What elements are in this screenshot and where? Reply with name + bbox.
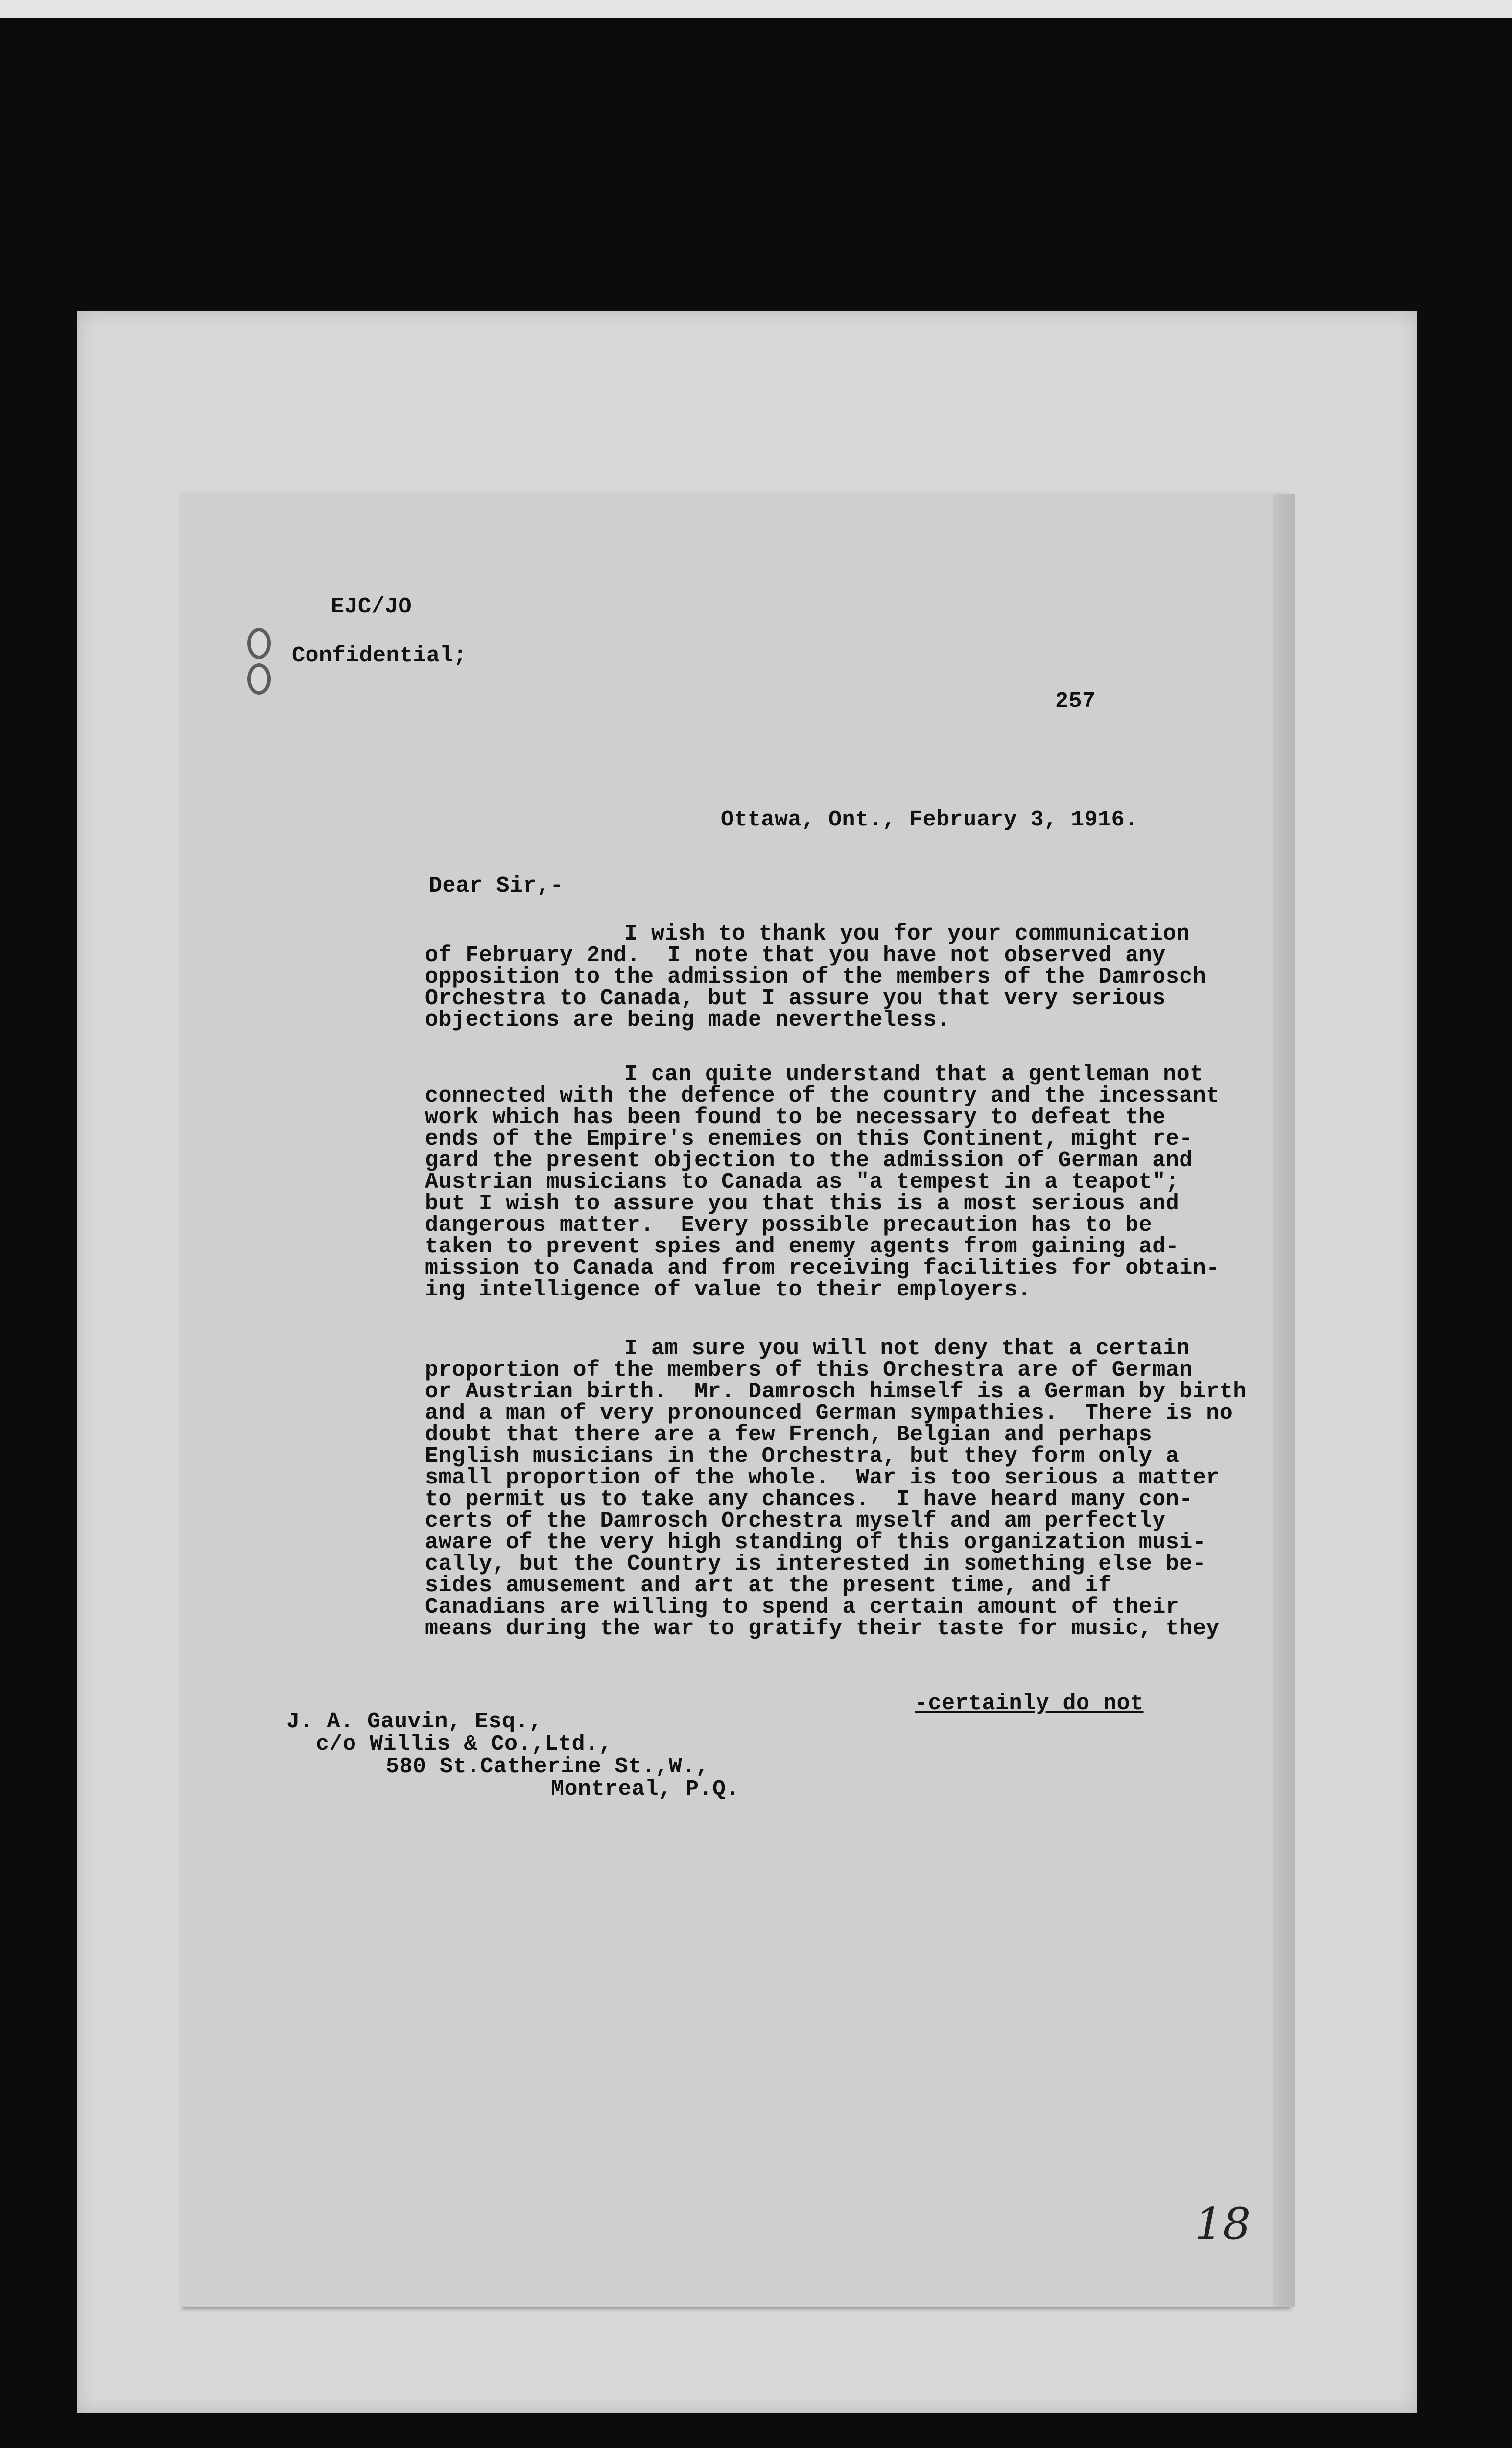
body-line: or Austrian birth. Mr. Damrosch himself is a German by birth — [425, 1379, 1247, 1404]
punch-hole-top — [247, 628, 271, 659]
body-line: I wish to thank you for your communication — [624, 921, 1190, 946]
body-line: cally, but the Country is interested in something else be- — [425, 1552, 1206, 1577]
body-line: means during the war to gratify their taste for music, they — [425, 1616, 1220, 1641]
body-line: ends of the Empire's enemies on this Continent, might re- — [425, 1127, 1193, 1152]
confidential-marking: Confidential; — [292, 643, 467, 668]
body-line: and a man of very pronounced German sympathies. There is no — [425, 1401, 1233, 1426]
body-line: dangerous matter. Every possible precaution has to be — [425, 1213, 1153, 1238]
body-line: I am sure you will not deny that a certain — [624, 1336, 1190, 1361]
date-line: Ottawa, Ont., February 3, 1916. — [721, 807, 1138, 832]
body-line: English musicians in the Orchestra, but they form only a — [425, 1444, 1180, 1469]
body-line: taken to prevent spies and enemy agents from gaining ad- — [425, 1234, 1180, 1259]
address-line: J. A. Gauvin, Esq., — [286, 1709, 543, 1734]
body-line: aware of the very high standing of this organization musi- — [425, 1530, 1206, 1555]
body-line: of February 2nd. I note that you have not observed any — [425, 943, 1166, 968]
letter-edge-shadow — [1273, 494, 1295, 2307]
salutation: Dear Sir,- — [429, 873, 564, 898]
body-line: objections are being made nevertheless. — [425, 1008, 950, 1033]
body-line: mission to Canada and from receiving facilities for obtain- — [425, 1256, 1220, 1281]
body-line: Orchestra to Canada, but I assure you that very serious — [425, 986, 1166, 1011]
page-number: 257 — [1055, 689, 1096, 714]
body-line: sides amusement and art at the present time, and if — [425, 1573, 1112, 1598]
body-line: proportion of the members of this Orchestra are of German — [425, 1358, 1193, 1383]
address-line: c/o Willis & Co.,Ltd., — [316, 1732, 613, 1757]
body-line: Canadians are willing to spend a certain amount of their — [425, 1595, 1180, 1620]
body-line: small proportion of the whole. War is too serious a matter — [425, 1465, 1220, 1490]
body-line: gard the present objection to the admission of German and — [425, 1148, 1193, 1173]
body-line: doubt that there are a few French, Belgian and perhaps — [425, 1422, 1153, 1447]
body-line: certs of the Damrosch Orchestra myself and am perfectly — [425, 1508, 1166, 1533]
address-line: Montreal, P.Q. — [551, 1777, 740, 1802]
body-line: opposition to the admission of the members of the Damrosch — [425, 965, 1206, 989]
handwritten-folio-number: 18 — [1195, 2198, 1251, 2250]
body-line: I can quite understand that a gentleman not — [624, 1062, 1204, 1087]
continuation-catchword: -certainly do not — [915, 1691, 1144, 1716]
punch-hole-bottom — [247, 663, 271, 695]
body-line: Austrian musicians to Canada as "a tempest in a teapot"; — [425, 1170, 1180, 1195]
body-line: work which has been found to be necessary to defeat the — [425, 1105, 1166, 1130]
film-edge-top — [0, 0, 1512, 18]
body-line: but I wish to assure you that this is a most serious and — [425, 1191, 1180, 1216]
body-line: connected with the defence of the country and the incessant — [425, 1083, 1220, 1108]
reference-initials: EJC/JO — [331, 594, 412, 619]
address-line: 580 St.Catherine St.,W., — [386, 1754, 709, 1779]
body-line: ing intelligence of value to their employers. — [425, 1277, 1031, 1302]
body-line: to permit us to take any chances. I have heard many con- — [425, 1487, 1193, 1512]
